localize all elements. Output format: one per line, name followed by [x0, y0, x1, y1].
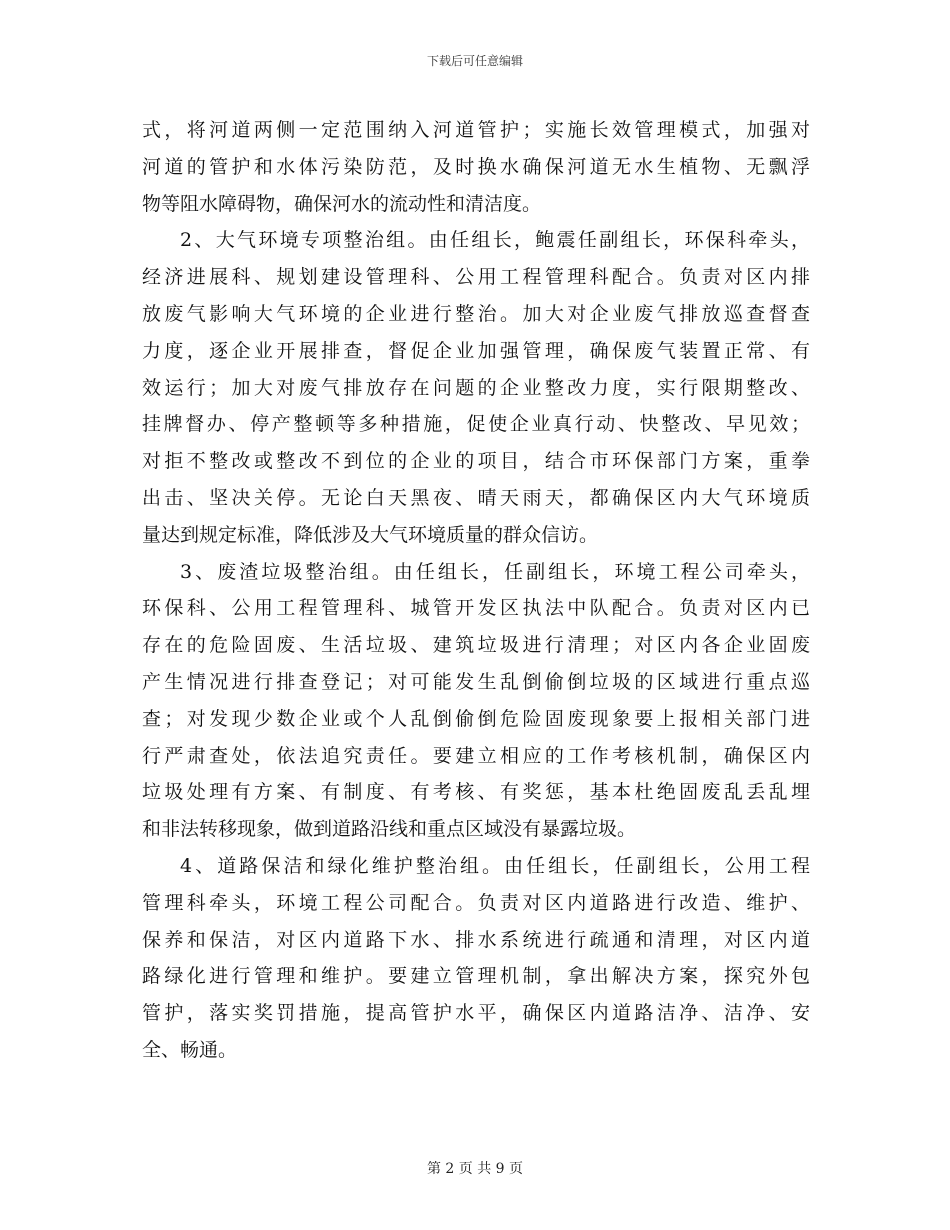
text-line: 环保科、公用工程管理科、城管开发区执法中队配合。负责对区内已 — [142, 597, 810, 620]
text-line: 查；对发现少数企业或个人乱倒偷倒危险固废现象要上报相关部门进 — [142, 707, 810, 730]
text-line: 效运行；加大对废气排放存在问题的企业整改力度，实行限期整改、 — [142, 376, 810, 399]
text-line: 垃圾处理有方案、有制度、有考核、有奖惩，基本杜绝固废乱丢乱埋 — [142, 781, 810, 804]
text-line: 式，将河道两侧一定范围纳入河道管护；实施长效管理模式，加强对 — [142, 119, 810, 141]
text-line: 力度，逐企业开展排查，督促企业加强管理，确保废气装置正常、有 — [142, 339, 810, 362]
text-line: 对拒不整改或整改不到位的企业的项目，结合市环保部门方案，重拳 — [142, 450, 810, 473]
text-line: 行严肃查处，依法追究责任。要建立相应的工作考核机制，确保区内 — [142, 744, 810, 767]
text-line: 河道的管护和水体污染防范，及时换水确保河道无水生植物、无飘浮 — [142, 155, 810, 178]
document-body — [142, 112, 810, 1069]
text-line: 物等阻水障碍物，确保河水的流动性和清洁度。 — [142, 192, 542, 215]
text-line: 路绿化进行管理和维护。要建立管理机制，拿出解决方案，探究外包 — [142, 965, 810, 988]
text-line: 存在的危险固废、生活垃圾、建筑垃圾进行清理；对区内各企业固废 — [142, 634, 810, 657]
text-line: 管理科牵头，环境工程公司配合。负责对区内道路进行改造、维护、 — [142, 891, 810, 914]
paragraph-first-line: 4、道路保洁和绿化维护整治组。由任组长，任副组长，公用工程 — [180, 854, 810, 877]
page-header: 下载后可任意编辑 — [426, 54, 523, 68]
text-line: 产生情况进行排查登记；对可能发生乱倒偷倒垃圾的区域进行重点巡 — [142, 670, 810, 693]
text-line: 挂牌督办、停产整顿等多种措施，促使企业真行动、快整改、早见效； — [142, 413, 810, 436]
text-line: 放废气影响大气环境的企业进行整治。加大对企业废气排放巡查督查 — [142, 302, 810, 325]
text-line: 出击、坚决关停。无论白天黑夜、晴天雨天，都确保区内大气环境质 — [142, 486, 810, 509]
text-line: 全、畅通。 — [142, 1038, 238, 1061]
paragraph-first-line: 3、废渣垃圾整治组。由任组长，任副组长，环境工程公司牵头， — [180, 560, 810, 583]
text-line: 和非法转移现象，做到道路沿线和重点区域没有暴露垃圾。 — [142, 818, 637, 841]
text-line: 经济进展科、规划建设管理科、公用工程管理科配合。负责对区内排 — [142, 266, 810, 289]
paragraph-first-line: 2、大气环境专项整治组。由任组长，鲍震任副组长，环保科牵头， — [180, 229, 810, 252]
page-footer: 第 2 页 共 9 页 — [426, 1161, 524, 1177]
text-line: 量达到规定标准，降低涉及大气环境质量的群众信访。 — [142, 523, 599, 546]
text-line: 管护，落实奖罚措施，提高管护水平，确保区内道路洁净、洁净、安 — [142, 1002, 810, 1025]
text-line: 保养和保洁，对区内道路下水、排水系统进行疏通和清理，对区内道 — [142, 928, 810, 951]
